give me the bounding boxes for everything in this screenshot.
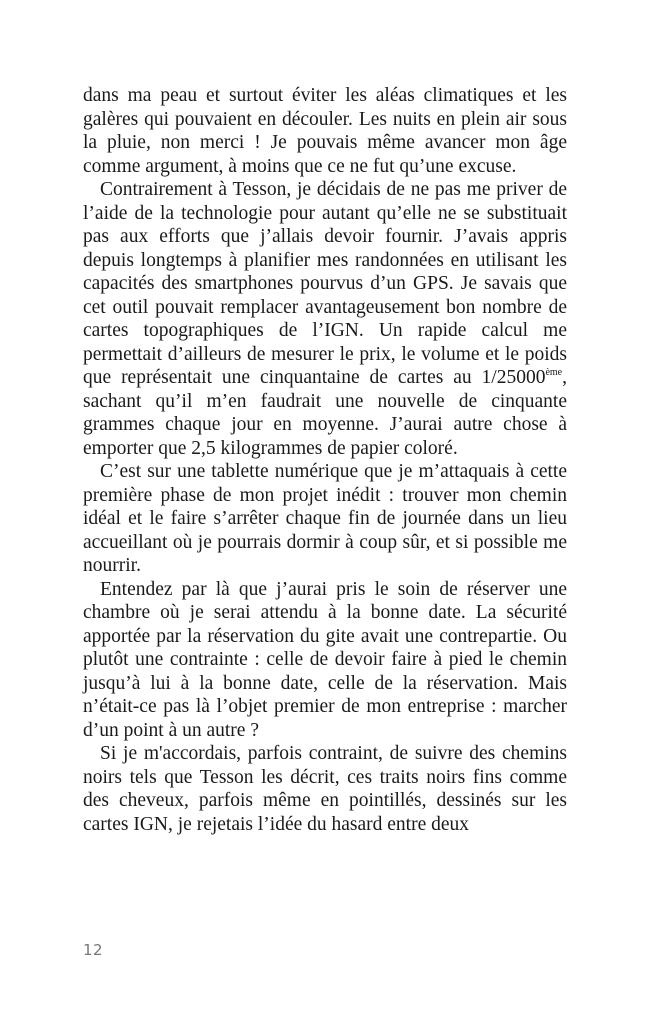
paragraph-2-text: Contrairement à Tesson, je décidais de ne pas me priver de l’aide de la technologie pour autant qu’elle ne se substituait pas aux efforts que j’allais devoir fournir. J’avais appris depuis longtemps à planifier mes randonnées en utilisant les capacités des smartphones pourvus d’un GPS. Je savais que cet outil pouvait remplacer avantageusement bon nombre de cartes topographiques de l’IGN. Un rapide calcul me permettait d’ailleurs de mesurer le prix, le volume et le poids que représentait une cinquantaine de cartes au 1/25000: [83, 179, 567, 388]
page-number: 12: [83, 941, 104, 959]
paragraph-2-continuation: , sachant qu’il m’en faudrait une nouvelle de cinquante grammes chaque jour en moyenne. J’aurai autre chose à emporter que 2,5 kilogrammes de papier coloré.: [83, 367, 567, 459]
paragraph-1: dans ma peau et surtout éviter les aléas climatiques et les galères qui pouvaient en découler. Les nuits en plein air sous la pluie, non merci ! Je pouvais même avancer mon âge comme argument, à moins que ce ne fut qu’une excuse.: [83, 85, 567, 177]
paragraph-4: Entendez par là que j’aurai pris le soin de réserver une chambre où je serai attendu à la bonne date. La sécurité apportée par la réservation du gite avait une contrepartie. Ou plutôt une contrainte : celle de devoir faire à pied le chemin jusqu’à lui à la bonne date, celle de la réservation. Mais n’était-ce pas là l’objet premier de mon entreprise : marcher d’un point à un autre ?: [83, 578, 567, 741]
ordinal-superscript: ème: [545, 367, 563, 378]
paragraph-3: C’est sur une tablette numérique que je m’attaquais à cette première phase de mon projet inédit : trouver mon chemin idéal et le faire s’arrêter chaque fin de journée dans un lieu accueillant où je pourrais dormir à coup sûr, et si possible me nourrir.: [83, 461, 567, 576]
paragraph-2: [83, 178, 567, 460]
paragraph-5: Si je m'accordais, parfois contraint, de suivre des chemins noirs tels que Tesson les décrit, ces traits noirs fins comme des cheveux, parfois même en pointillés, dessinés sur les cartes IGN, je rejetais l’idée du hasard entre deux: [83, 743, 567, 835]
body-text: [83, 84, 567, 836]
